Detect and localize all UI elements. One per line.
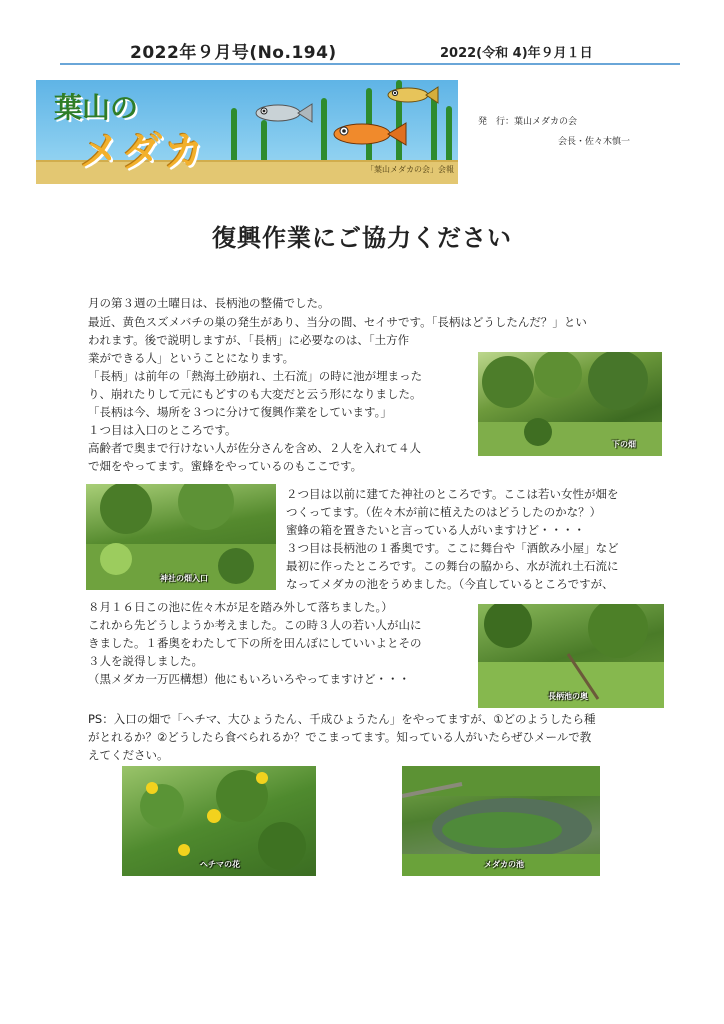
body-line: ３つ目は長柄池の１番奥です。ここに舞台や「酒飲み小屋」など bbox=[286, 541, 619, 555]
body-line: 「長柄は今、場所を３つに分けて復興作業をしています。」 bbox=[88, 405, 392, 419]
body-line: ３人を説得しました。 bbox=[88, 654, 203, 668]
body-line: で畑をやってます。蜜蜂をやっているのもここです。 bbox=[88, 459, 363, 473]
photo-caption: 神社の畑入口 bbox=[160, 574, 208, 583]
body-line: つくってます。（佐々木が前に植えたのはどうしたのかな？） bbox=[286, 505, 602, 519]
issue-date: 2022(令和 4)年９月１日 bbox=[440, 46, 593, 61]
body-line: なってメダカの池をうめました。（今直しているところですが、 bbox=[286, 577, 614, 591]
ps-line: PS：入口の畑で「ヘチマ、大ひょうたん、千成ひょうたん」をやってますが、①どのようしたら種 bbox=[88, 712, 596, 726]
photo-shrine-entrance bbox=[86, 484, 276, 590]
photo-lower-field bbox=[478, 352, 662, 456]
photo-medaka-pond bbox=[402, 766, 600, 876]
body-line: 最近、黄色スズメバチの巣の発生があり、当分の間、セイサです。「長柄はどうしたんだ？」とい bbox=[88, 315, 587, 329]
photo-caption: 下の畑 bbox=[612, 440, 636, 449]
body-line: １つ目は入口のところです。 bbox=[88, 423, 237, 437]
publisher-block bbox=[478, 112, 630, 152]
body-line: ８月１６日この池に佐々木が足を踏み外して落ちました。） bbox=[88, 600, 393, 614]
publisher-representative: 会長・佐々木慎一 bbox=[558, 137, 631, 147]
banner-title-line1: 葉山の bbox=[54, 91, 139, 124]
ps-line: がとれるか？②どうしたら食べられるか？でこまってます。知っている人がいたらぜひメールで教 bbox=[88, 730, 592, 744]
body-line: 蜜蜂の箱を置きたいと言っている人がいますけど・・・・ bbox=[286, 523, 585, 537]
header-rule bbox=[60, 63, 680, 65]
ps-line: えてください。 bbox=[88, 748, 169, 762]
body-line: 月の第３週の土曜日は、長柄池の整備でした。 bbox=[88, 296, 330, 310]
newsletter-banner bbox=[36, 80, 458, 184]
banner-title-line2: メダカ bbox=[80, 129, 206, 175]
medaka-fish-icon bbox=[384, 84, 440, 106]
body-line: ２つ目は以前に建てた神社のところです。ここは若い女性が畑を bbox=[286, 487, 619, 501]
body-line: 「長柄」は前年の「熱海土砂崩れ、土石流」の時に池が埋まった bbox=[88, 369, 423, 383]
issue-number: 2022年９月号(No.194) bbox=[130, 43, 337, 63]
body-line: 業ができる人」ということになります。 bbox=[88, 351, 295, 365]
body-line: り、崩れたりして元にもどすのも大変だと云う形になりました。 bbox=[88, 387, 422, 401]
publisher-line: 発 行：葉山メダカの会 bbox=[478, 117, 578, 127]
photo-caption: ヘチマの花 bbox=[200, 860, 240, 869]
water-plant-icon bbox=[321, 98, 327, 168]
body-line: 最初に作ったところです。この舞台の脇から、水が流れ土石流に bbox=[286, 559, 619, 573]
water-plant-icon bbox=[231, 108, 237, 168]
photo-pond-back bbox=[478, 604, 664, 708]
body-line: これから先どうしようか考えました。この時３人の若い人が山に bbox=[88, 618, 422, 632]
body-line: （黒メダカ一万匹構想）他にもいろいろやってますけど・・・ bbox=[88, 672, 410, 686]
medaka-fish-icon bbox=[328, 118, 408, 150]
medaka-fish-icon bbox=[252, 100, 314, 126]
photo-loofah-flower bbox=[122, 766, 316, 876]
body-line: 高齢者で奥まで行けない人が佐分さんを含め、２人を入れて４人 bbox=[88, 441, 422, 455]
photo-caption: 長柄池の奥 bbox=[548, 692, 588, 701]
water-plant-icon bbox=[446, 106, 452, 168]
body-line: きました。１番奥をわたして下の所を田んぼにしていいよとその bbox=[88, 636, 422, 650]
article-headline: 復興作業にご協力ください bbox=[212, 224, 512, 252]
body-line: われます。後で説明しますが、「長柄」に必要なのは、「土方作 bbox=[88, 333, 410, 347]
banner-label: 「葉山メダカの会」会報 bbox=[366, 165, 454, 174]
photo-caption: メダカの池 bbox=[484, 860, 524, 869]
